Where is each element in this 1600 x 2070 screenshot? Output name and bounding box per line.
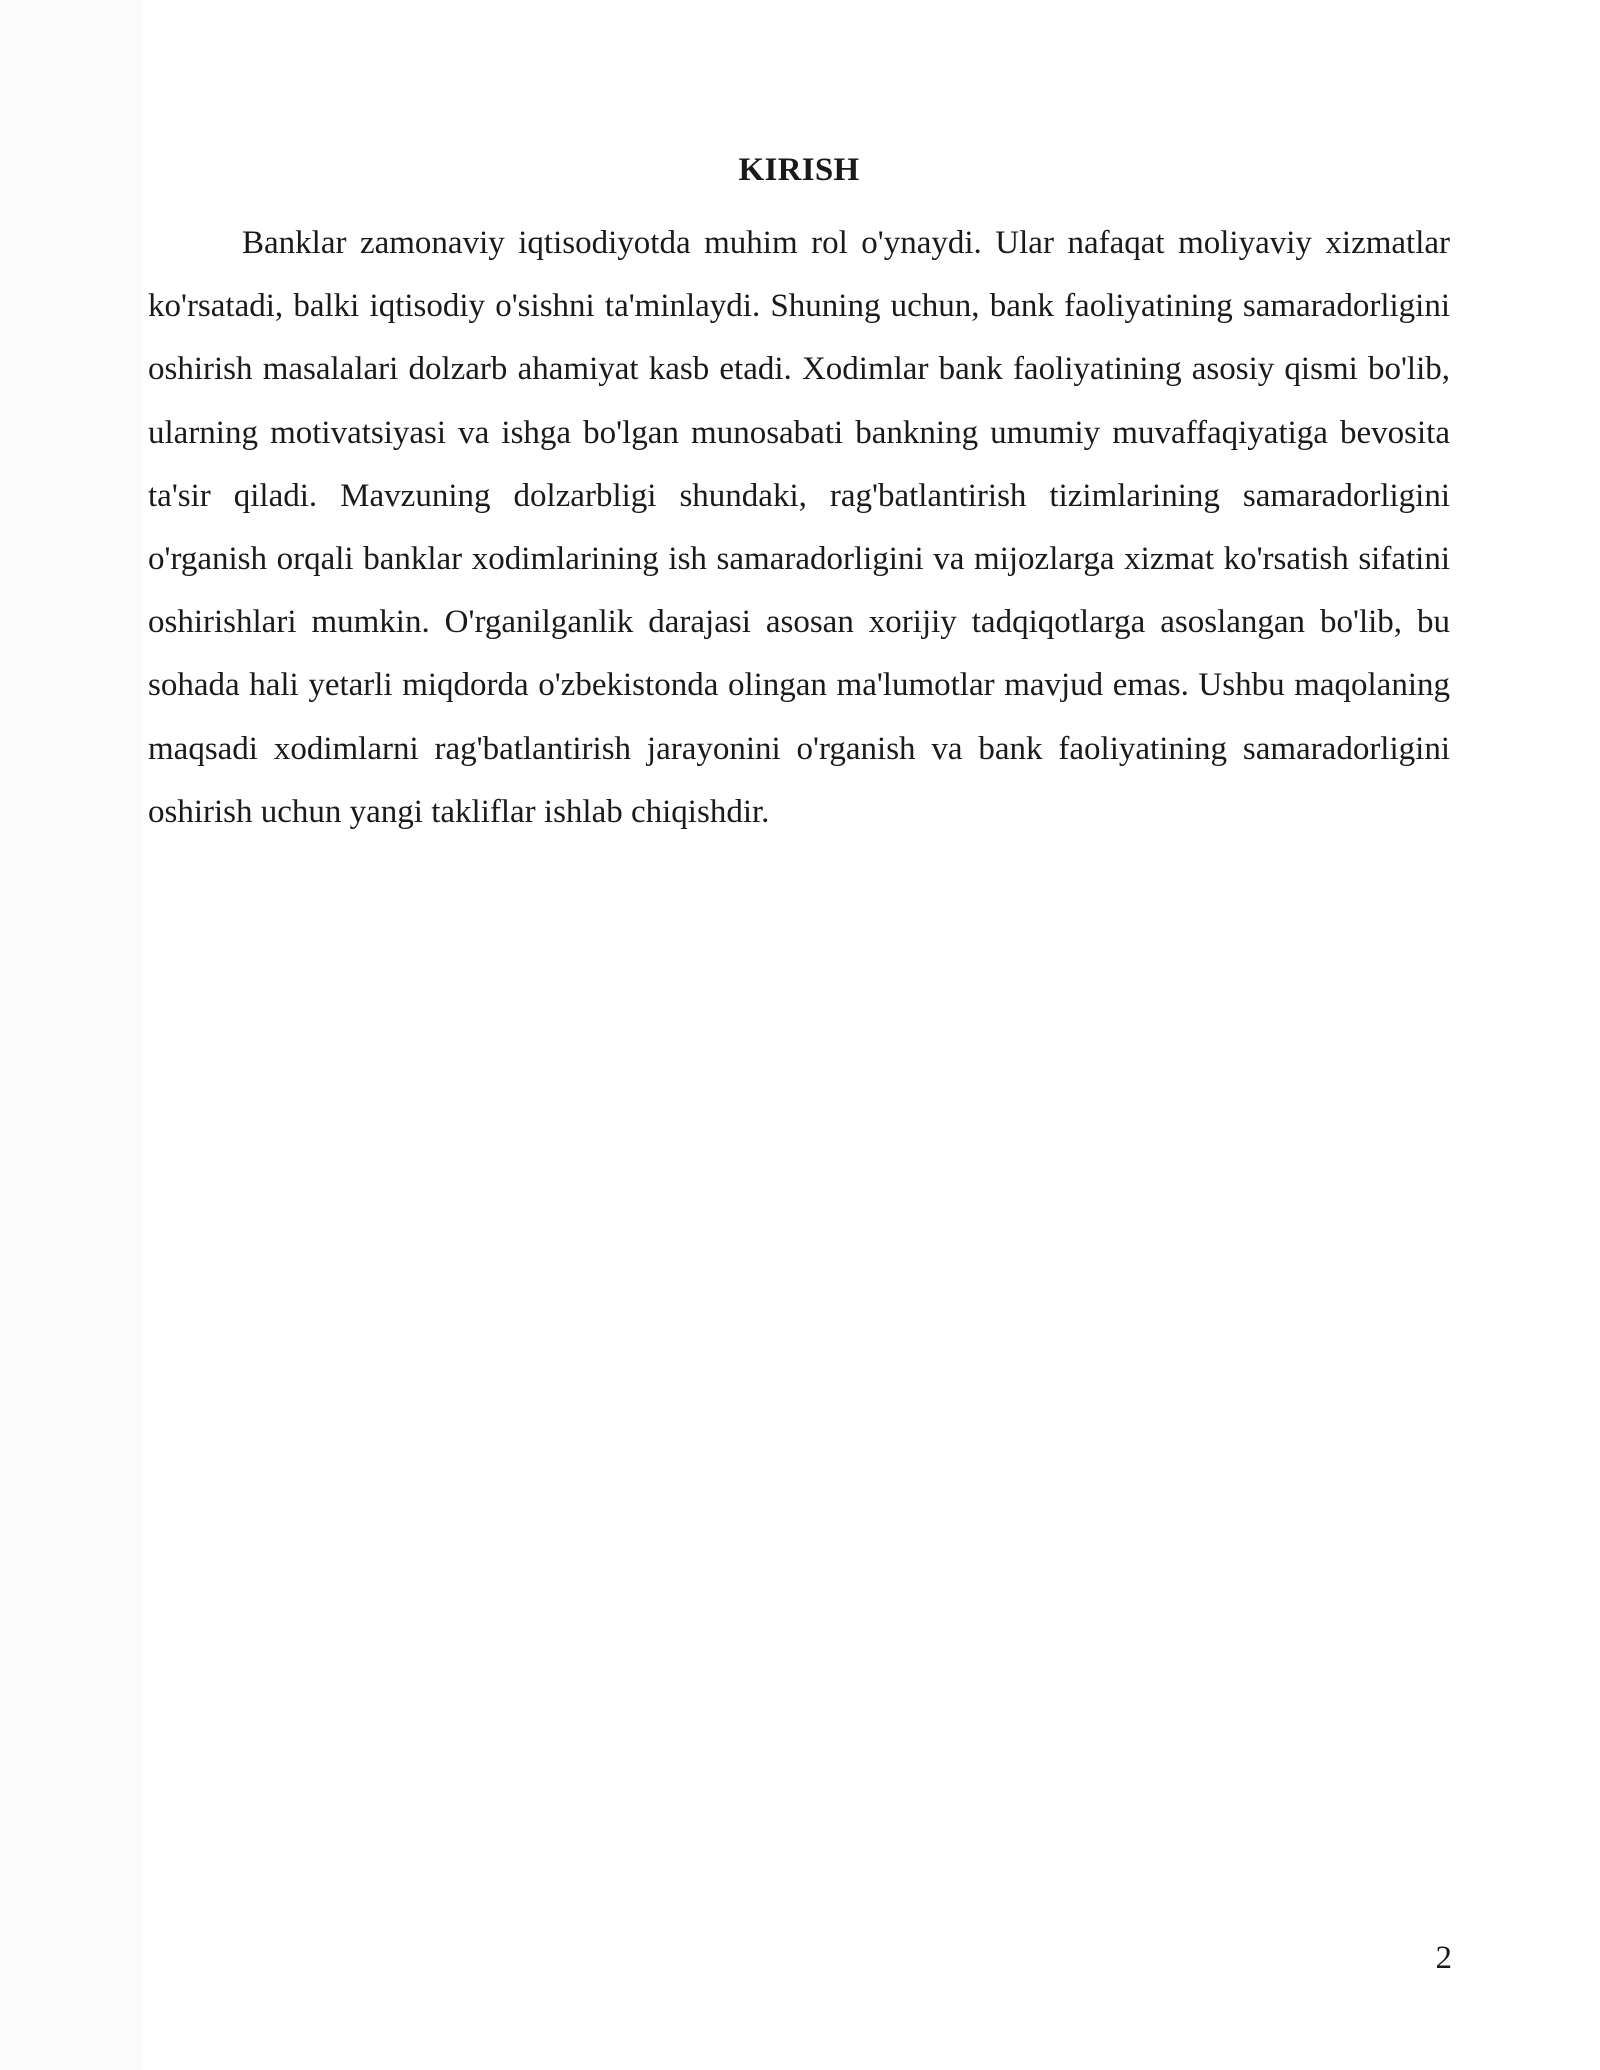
page-content <box>148 150 1450 844</box>
page-number: 2 <box>1435 1940 1452 1976</box>
page-margin-shade <box>0 0 142 2070</box>
section-title: KIRISH <box>738 152 860 188</box>
body-paragraph: Banklar zamonaviy iqtisodiyotda muhim rol o'ynaydi. Ular nafaqat moliyaviy xizmatlar ko'rsatadi, balki iqtisodiy o'sishni ta'minlaydi. Shuning uchun, bank faoliyatining samaradorligini oshirish masalalari dolzarb ahamiyat kasb etadi. Xodimlar bank faoliyatining asosiy qismi bo'lib, ularning motivatsiyasi va ishga bo'lgan munosabati bankning umumiy muvaffaqiyatiga bevosita ta'sir qiladi. Mavzuning dolzarbligi shundaki, rag'batlantirish tizimlarining samaradorligini o'rganish orqali banklar xodimlarining ish samaradorligini va mijozlarga xizmat ko'rsatish sifatini oshirishlari mumkin. O'rganilganlik darajasi asosan xorijiy tadqiqotlarga asoslangan bo'lib, bu sohada hali yetarli miqdorda o'zbekistonda olingan ma'lumotlar mavjud emas. Ushbu maqolaning maqsadi xodimlarni rag'batlantirish jarayonini o'rganish va bank faoliyatining samaradorligini oshirish uchun yangi takliflar ishlab chiqishdir. <box>148 225 1450 830</box>
